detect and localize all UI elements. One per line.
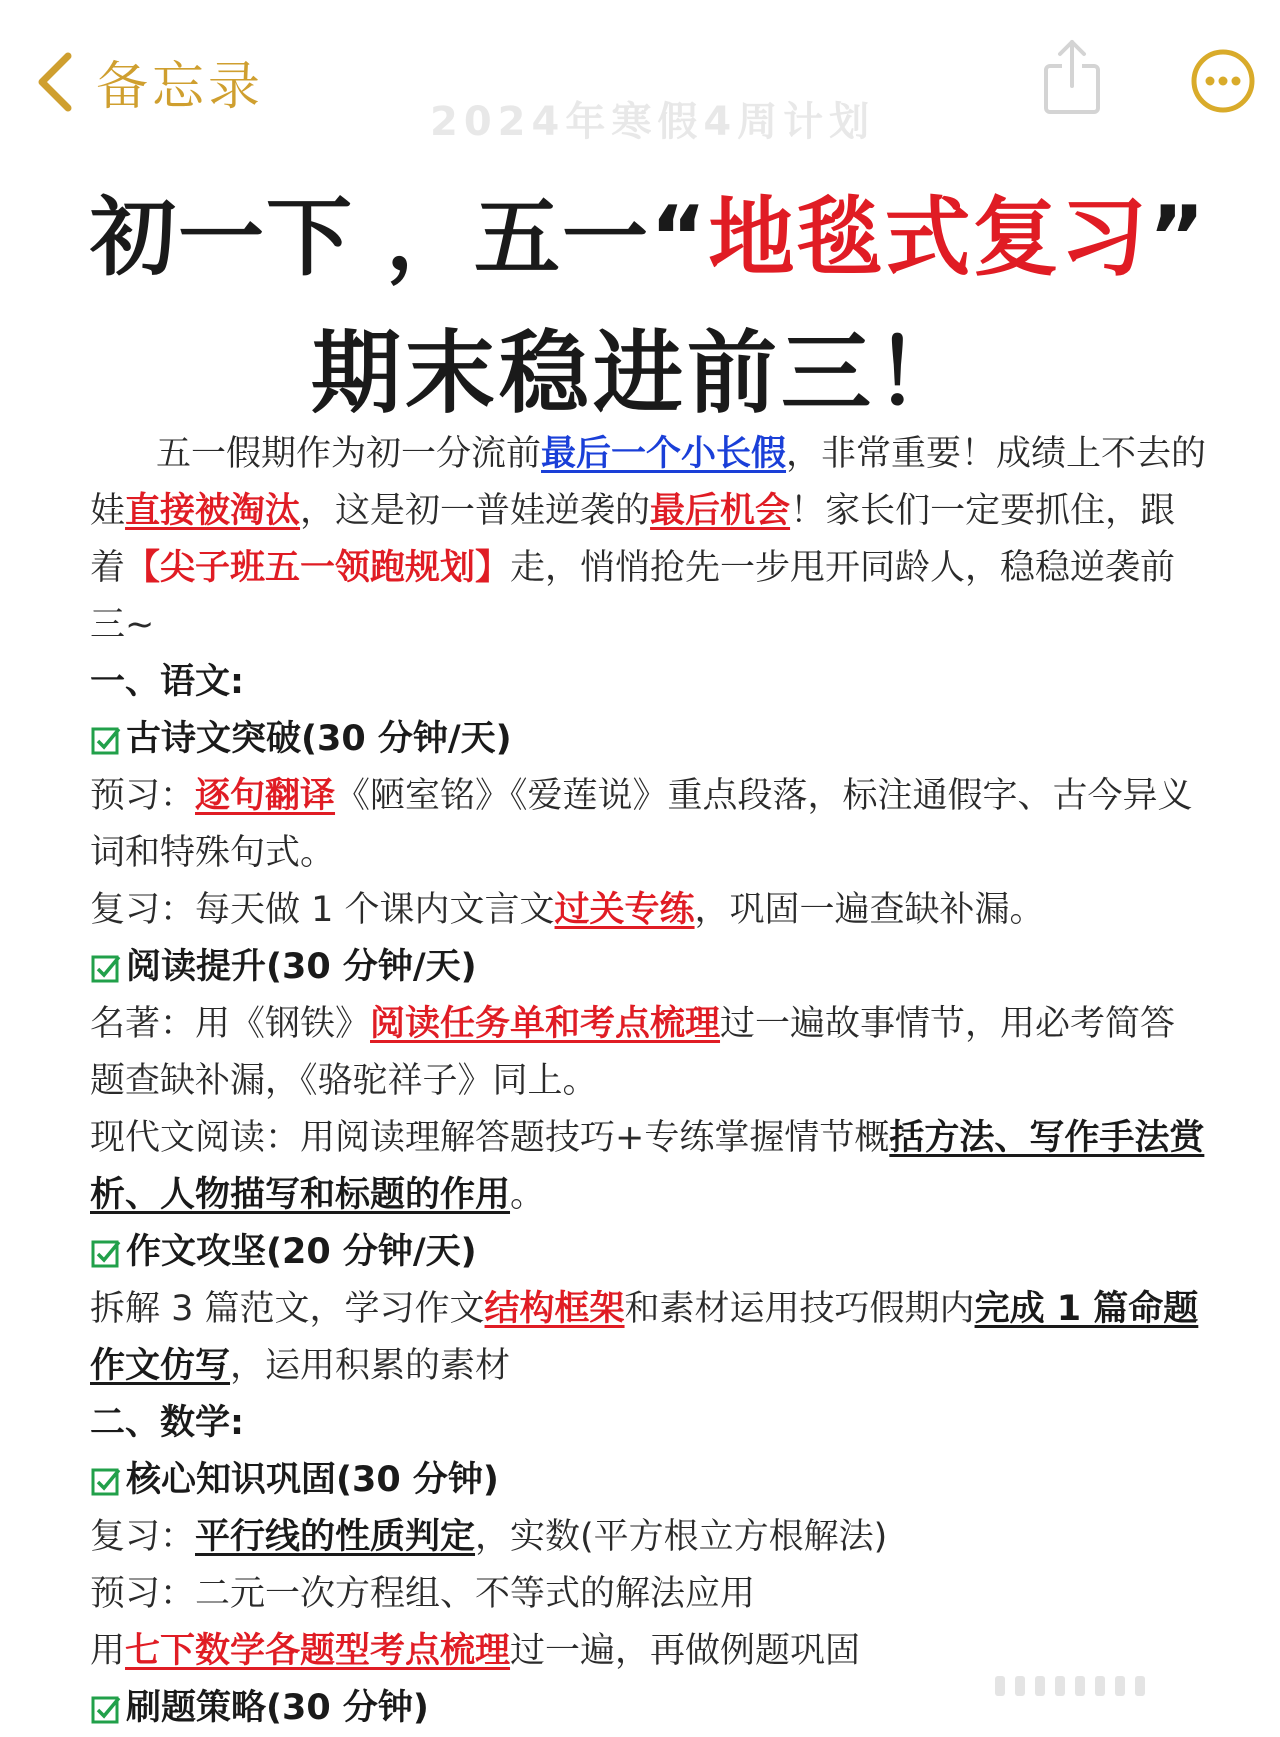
more-icon[interactable]	[1190, 48, 1256, 114]
back-button[interactable]	[34, 44, 264, 119]
subheading-text: 阅读提升(30 分钟/天)	[126, 947, 477, 987]
poetry-line-2	[90, 882, 1210, 939]
title-highlight: 地毯式复习	[708, 188, 1149, 288]
intro-text: 五一假期作为初一分流前	[156, 434, 542, 474]
checkbox-icon	[90, 1693, 122, 1725]
line-text: 复习：每天做 1 个课内文言文	[90, 890, 555, 930]
poetry-line-1	[90, 768, 1210, 882]
line-highlight: 结构框架	[484, 1289, 625, 1329]
subheading-text: 核心知识巩固(30 分钟)	[126, 1460, 499, 1500]
line-highlight: 七下数学各题型考点梳理	[125, 1631, 511, 1671]
line-text: 名著：用《钢铁》	[90, 1004, 371, 1044]
title-line-1	[90, 168, 1210, 292]
scroll-indicator	[995, 1676, 1145, 1696]
line-highlight: 完成 1 篇命题作文仿写	[90, 1289, 1199, 1386]
writing-line-1	[90, 1281, 1210, 1395]
line-text: 。	[510, 1175, 546, 1215]
line-text: ，实数(平方根立方根解法)	[475, 1517, 888, 1557]
line-text: 预习：	[90, 776, 196, 816]
intro-highlight: 【尖子班五一领跑规划】	[125, 548, 511, 588]
section-heading-math: 二、数学:	[90, 1403, 244, 1443]
intro-highlight: 直接被淘汰	[125, 491, 301, 531]
line-text: 现代文阅读：用阅读理解答题技巧+专练掌握情节概	[90, 1118, 890, 1158]
line-text: 过一遍故事情节，用必考简答题查缺补漏，《骆驼祥子》同上。	[90, 1004, 1176, 1101]
title-line-2: 期末稳进前三！	[311, 321, 969, 426]
subheading-text: 刷题策略(30 分钟)	[126, 1688, 429, 1728]
line-highlight: 逐句翻译	[195, 776, 336, 816]
subheading-writing	[90, 1224, 1210, 1281]
intro-highlight: 最后机会	[650, 491, 791, 531]
note-body	[90, 426, 1210, 1737]
subheading-reading	[90, 939, 1210, 996]
core-line-2: 预习：二元一次方程组、不等式的解法应用	[90, 1574, 756, 1614]
intro-text: ，这是初一普娃逆袭的	[300, 491, 651, 531]
indicator-bar	[1015, 1676, 1025, 1696]
nav-bar	[0, 0, 1280, 150]
indicator-bar	[1135, 1676, 1145, 1696]
line-text: 拆解 3 篇范文，学习作文	[90, 1289, 485, 1329]
subheading-poetry	[90, 711, 1210, 768]
subheading-core	[90, 1452, 1210, 1509]
chevron-left-icon	[34, 50, 78, 114]
subheading-text: 作文攻坚(20 分钟/天)	[126, 1232, 477, 1272]
title-part: 初一下 ，五一“	[90, 188, 709, 288]
reading-line-2	[90, 1110, 1210, 1224]
line-text: ，巩固一遍查缺补漏。	[694, 890, 1045, 930]
checkbox-icon	[90, 1237, 122, 1269]
intro-highlight: 最后一个小长假	[541, 434, 787, 474]
reading-line-1	[90, 996, 1210, 1110]
line-highlight: 阅读任务单和考点梳理	[370, 1004, 721, 1044]
checkbox-icon	[90, 1465, 122, 1497]
back-label: 备忘录	[96, 57, 265, 117]
ghost-watermark-text: 2024年寒假4周计划	[430, 99, 876, 145]
section-heading-chinese: 一、语文:	[90, 662, 244, 702]
core-line-1	[90, 1509, 1210, 1566]
subheading-text: 古诗文突破(30 分钟/天)	[126, 719, 512, 759]
indicator-bar	[1055, 1676, 1065, 1696]
intro-text: ！家长们一定要抓住，跟着	[90, 491, 1176, 588]
intro-text: 走，悄悄抢先一步甩开同龄人，稳稳逆袭前三~	[90, 548, 1176, 645]
indicator-bar	[1095, 1676, 1105, 1696]
line-highlight: 平行线的性质判定	[195, 1517, 476, 1557]
intro-text: ，非常重要！成绩上不去的娃	[90, 434, 1207, 531]
line-text: 复习：	[90, 1517, 196, 1557]
indicator-bar	[1035, 1676, 1045, 1696]
line-text: 《陋室铭》《爱莲说》重点段落，标注通假字、古今异义词和特殊句式。	[90, 776, 1193, 873]
share-icon[interactable]	[1040, 36, 1104, 116]
line-text: ，运用积累的素材	[230, 1346, 511, 1386]
line-text: 用	[90, 1631, 126, 1671]
title-part: ”	[1148, 188, 1207, 288]
core-line-3	[90, 1623, 1210, 1680]
checkbox-icon	[90, 952, 122, 984]
indicator-bar	[1075, 1676, 1085, 1696]
checkbox-icon	[90, 724, 122, 756]
line-text: 过一遍，再做例题巩固	[510, 1631, 861, 1671]
indicator-bar	[995, 1676, 1005, 1696]
line-highlight: 过关专练	[554, 890, 695, 930]
indicator-bar	[1115, 1676, 1125, 1696]
line-text: 和素材运用技巧假期内	[624, 1289, 975, 1329]
line-highlight: 括方法、写作手法赏析、人物描写和标题的作用	[90, 1118, 1205, 1215]
intro-paragraph	[90, 426, 1210, 654]
